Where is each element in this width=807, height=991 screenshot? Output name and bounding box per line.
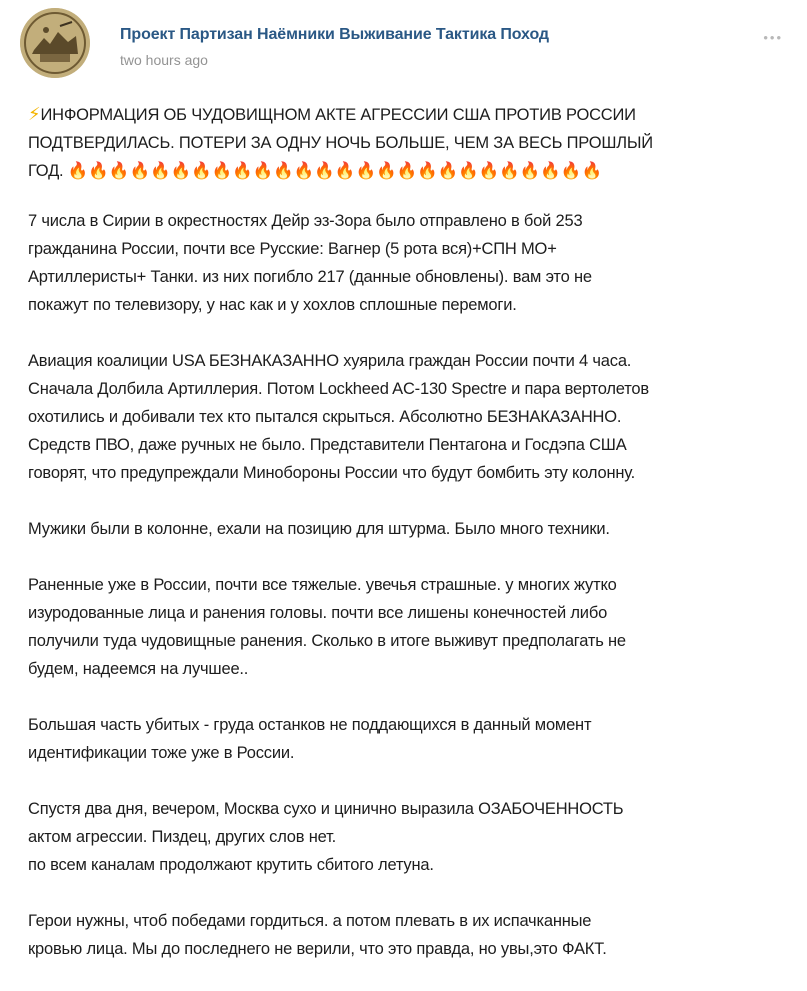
group-avatar[interactable] bbox=[20, 8, 90, 78]
post-paragraph bbox=[28, 907, 788, 963]
paragraph-line: покажут по телевизору, у нас как и у хохлов сплошные перемоги. bbox=[28, 296, 517, 314]
fire-emoji-row: 🔥🔥🔥🔥🔥🔥🔥🔥🔥🔥🔥🔥🔥🔥🔥🔥🔥🔥🔥🔥🔥🔥🔥🔥🔥🔥 bbox=[67, 162, 602, 180]
paragraph-line: Мужики были в колонне, ехали на позицию для штурма. Было много техники. bbox=[28, 520, 610, 538]
paragraph-line: Спустя два дня, вечером, Москва сухо и цинично выразила ОЗАБОЧЕННОСТЬ bbox=[28, 800, 624, 818]
post-paragraph bbox=[28, 571, 788, 683]
post-paragraph bbox=[28, 711, 788, 767]
post-headline bbox=[28, 100, 788, 185]
paragraph-line: Авиация коалиции USA БЕЗНАКАЗАННО хуярила граждан России почти 4 часа. bbox=[28, 352, 632, 370]
lightning-icon: ⚡ bbox=[28, 104, 41, 124]
headline-line-2: ПОДТВЕРДИЛАСЬ. ПОТЕРИ ЗА ОДНУ НОЧЬ БОЛЬШЕ, ЧЕМ ЗА ВЕСЬ ПРОШЛЫЙ bbox=[28, 134, 653, 152]
post-paragraph bbox=[28, 347, 788, 487]
paragraph-line: Раненные уже в России, почти все тяжелые. увечья страшные. у многих жутко bbox=[28, 576, 617, 594]
post-header bbox=[20, 8, 787, 78]
headline-line-1: ИНФОРМАЦИЯ ОБ ЧУДОВИЩНОМ АКТЕ АГРЕССИИ США ПРОТИВ РОССИИ bbox=[40, 106, 636, 124]
paragraph-line: Средств ПВО, даже ручных не было. Представители Пентагона и Госдэпа США bbox=[28, 436, 627, 454]
post-text bbox=[28, 100, 788, 991]
paragraph-line: говорят, что предупреждали Минобороны России что будут бомбить эту колонну. bbox=[28, 464, 636, 482]
post-paragraph bbox=[28, 207, 788, 319]
post-paragraph bbox=[28, 795, 788, 879]
post-paragraph bbox=[28, 515, 788, 543]
paragraph-line: Артиллеристы+ Танки. из них погибло 217 (данные обновлены). вам это не bbox=[28, 268, 592, 286]
paragraph-line: кровью лица. Мы до последнего не верили, что это правда, но увы,это ФАКТ. bbox=[28, 940, 607, 958]
post-paragraphs bbox=[28, 207, 788, 963]
paragraph-line: изуродованные лица и ранения головы. почти все лишены конечностей либо bbox=[28, 604, 608, 622]
paragraph-line: Большая часть убитых - груда останков не поддающихся в данный момент bbox=[28, 716, 592, 734]
group-logo-icon bbox=[20, 8, 90, 78]
headline-line-3: ГОД. bbox=[28, 162, 64, 180]
paragraph-line: получили туда чудовищные ранения. Сколько в итоге выживут предполагать не bbox=[28, 632, 626, 650]
paragraph-line: Сначала Долбила Артиллерия. Потом Lockheed AC-130 Spectre и пара вертолетов bbox=[28, 380, 649, 398]
group-name-link[interactable]: Проект Партизан Наёмники Выживание Тактика Поход bbox=[120, 26, 549, 43]
paragraph-line: гражданина России, почти все Русские: Вагнер (5 рота вся)+СПН МО+ bbox=[28, 240, 557, 258]
post-timestamp[interactable]: two hours ago bbox=[120, 52, 208, 68]
paragraph-line: 7 числа в Сирии в окрестностях Дейр эз-Зора было отправлено в бой 253 bbox=[28, 212, 583, 230]
paragraph-line: актом агрессии. Пиздец, других слов нет. bbox=[28, 828, 336, 846]
paragraph-line: Герои нужны, чтоб победами гордиться. а потом плевать в их испачканные bbox=[28, 912, 592, 930]
paragraph-line: идентификации тоже уже в России. bbox=[28, 744, 295, 762]
paragraph-line: по всем каналам продолжают крутить сбитого летуна. bbox=[28, 856, 434, 874]
more-dots-icon[interactable]: ••• bbox=[763, 30, 783, 45]
paragraph-line: охотились и добивали тех кто пытался скрыться. Абсолютно БЕЗНАКАЗАННО. bbox=[28, 408, 622, 426]
paragraph-line: будем, надеемся на лучшее.. bbox=[28, 660, 249, 678]
